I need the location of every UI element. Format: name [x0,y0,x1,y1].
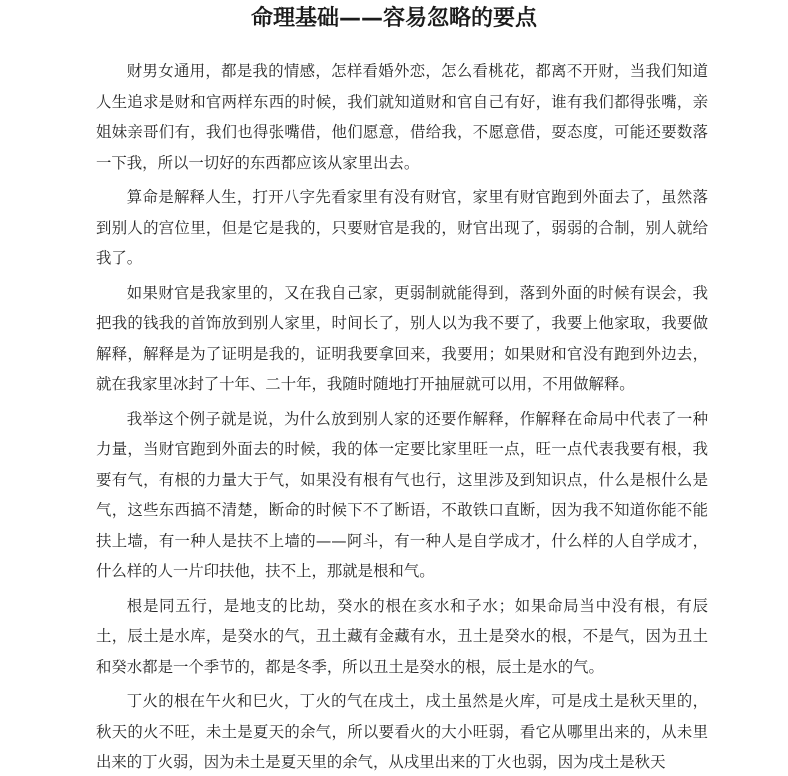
paragraph-5: 根是同五行，是地支的比劫，癸水的根在亥水和子水；如果命局当中没有根，有辰土，辰土是水库，是癸水的气，丑土藏有金藏有水，丑土是癸水的根，不是气，因为丑土和癸水都是一个季节的，都是冬季，所以丑土是癸水的根，辰土是水的气。 [96,596,708,676]
paragraph-6: 丁火的根在午火和巳火，丁火的气在戌土，戌土虽然是火库，可是戌土是秋天里的，秋天的火不旺，未土是夏天的余气，所以要看火的大小旺弱，看它从哪里出来的，从未里出来的丁火弱，因为未土是夏天里的余气，从戌里出来的丁火也弱，因为戌土是秋天 [96,692,708,771]
document-title: 命理基础——容易忽略的要点 [250,6,537,31]
paragraph-4: 我举这个例子就是说，为什么放到别人家的还要作解释，作解释在命局中代表了一种力量，当财官跑到外面去的时候，我的体一定要比家里旺一点，旺一点代表我要有根，我要有气，有根的力量大于气，如果没有根有气也行，这里涉及到知识点，什么是根什么是气，这些东西搞不清楚，断命的时候下不了断语，不敢铁口直断，因为我不知道你能不能扶上墙，有一种人是扶不上墙的——阿斗，有一种人是自学成才，什么样的人自学成才，什么样的人一片印扶他，扶不上，那就是根和气。 [96,409,708,580]
paragraph-2: 算命是解释人生，打开八字先看家里有没有财官，家里有财官跑到外面去了，虽然落到别人的宫位里，但是它是我的，只要财官是我的，财官出现了，弱弱的合制，别人就给我了。 [96,188,708,267]
paragraph-3: 如果财官是我家里的，又在我自己家，更弱制就能得到，落到外面的时候有误会，我把我的钱我的首饰放到别人家里，时间长了，别人以为我不要了，我要上他家取，我要做解释，解释是为了证明是我的，证明我要拿回来，我要用；如果财和官没有跑到外边去，就在我家里冰封了十年、二十年，我随时随地打开抽屉就可以用，不用做解释。 [96,283,708,393]
document-body [96,56,708,776]
paragraph-1: 财男女通用，都是我的情感，怎样看婚外恋，怎么看桃花，都离不开财，当我们知道人生追求是财和官两样东西的时候，我们就知道财和官自己有好，谁有我们都得张嘴，亲姐妹亲哥们有，我们也得张嘴借，他们愿意，借给我，不愿意借，耍态度，可能还要数落一下我，所以一切好的东西都应该从家里出去。 [96,62,708,172]
